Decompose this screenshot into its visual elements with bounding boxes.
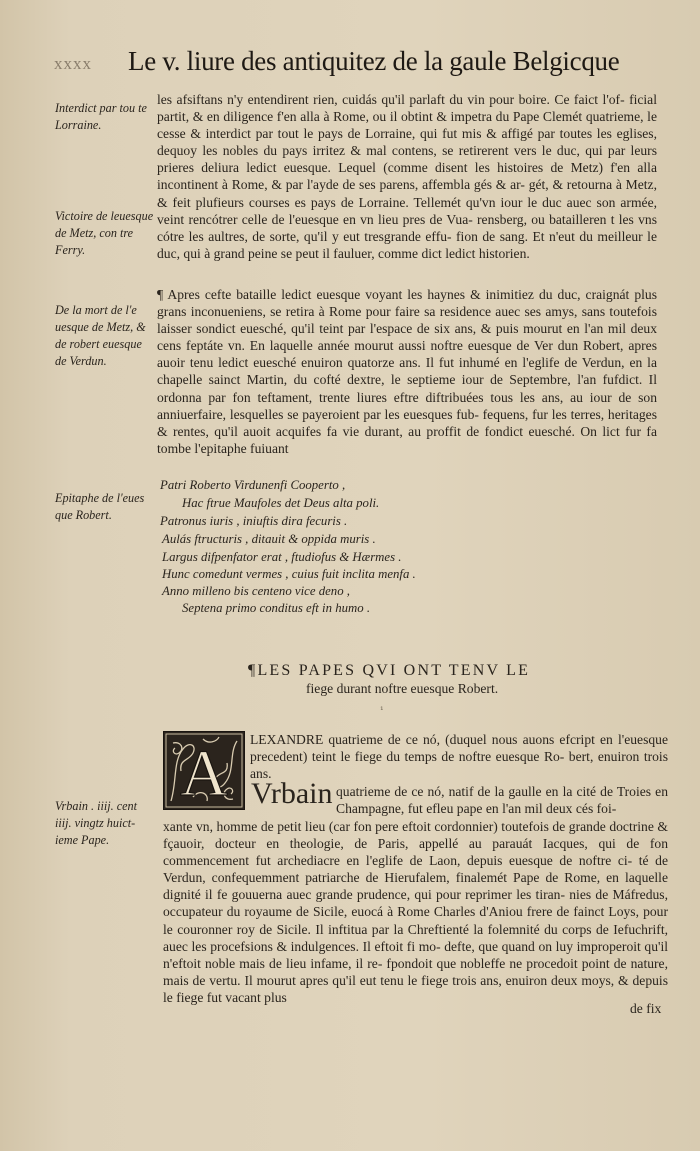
section-title: ¶LES PAPES QVI ONT TENV LE bbox=[248, 662, 531, 679]
running-title: Le v. liure des antiquitez de la gaule Belgicque bbox=[128, 46, 620, 76]
margin-note-mort: De la mort de l'e uesque de Metz, & de robert euesque de Verdun. bbox=[55, 303, 146, 368]
dropcap-letter: A bbox=[180, 737, 228, 810]
epitaph-line: Septena primo conditus eft in humo . bbox=[182, 601, 371, 615]
margin-note-vrbain: Vrbain . iiij. cent iiij. vingtz huict- ieme Pape. bbox=[55, 799, 138, 847]
folio-number: xxxx bbox=[54, 54, 92, 73]
paragraph-urbain-first: quatrieme de ce nó, natif de la gaulle en la cité de Troies en Champagne, fut efleu pape en l'an mil deux cés foi- bbox=[336, 784, 668, 817]
epitaph-line: Aulás ftructuris , ditauit & oppida muris . bbox=[162, 532, 376, 546]
margin-note-interdict: Interdict par tou te Lorraine. bbox=[55, 101, 147, 132]
epitaph-line: Hac ftrue Maufoles det Deus alta poli. bbox=[182, 496, 380, 510]
margin-note-victoire: Victoire de leuesque de Metz, con tre Ferry. bbox=[55, 209, 154, 257]
epitaph-line: Largus difpenfator erat , ftudiofus & Hærmes . bbox=[162, 550, 402, 564]
page-header bbox=[40, 44, 640, 84]
epitaph-line: Anno milleno bis centeno vice deno , bbox=[162, 584, 350, 598]
epitaph-line: Patronus iuris , iniuftis dira fecuris . bbox=[160, 514, 348, 528]
epitaph-line: Patri Roberto Virdunenfi Cooperto , bbox=[160, 478, 346, 492]
printer-mark: ¹ bbox=[380, 706, 384, 716]
decorated-initial-icon bbox=[163, 731, 245, 810]
urbain-name: Vrbain bbox=[251, 777, 333, 810]
section-subtitle: fiege durant noftre euesque Robert. bbox=[306, 681, 499, 696]
margin-note-epitaphe: Epitaphe de l'eues que Robert. bbox=[55, 491, 145, 522]
paragraph-urbain-rest: xante vn, homme de petit lieu (car fon pere eftoit cordonnier) toutefois de grande doctrine & fçauoir, docteur en theologie, de Paris, appellé au parauát Iacques, qui de fon commencement fut archediacre en l'eglife de Laon, depuis euesque de noftre ci- té de Verdun, confequemment patriarche de Hierufalem, finalemét Pape de Rome, en laquelle dignité il fe gouuerna auec grande prudence, qui pour reprimer les tiran- nies de Máfredus, occupateur du royaume de Sicile, euocá à Rome Charles d'Aniou frere de fainct Loys, pour le couronner roy de Sicile. Il inftitua par la Chreftienté la folemnité du corps de Iefuchrift, auec les procefsions & indulgences. Il eftoit fi mo- defte, que quand on luy improperoit qu'il n'eftoit noble mais de lieu infame, il re- fpondoit que nobleffe ne procedoit point de nature, mais de vertu. Il mourut apres qu'il eut tenu le fiege trois ans, enuiron deux moys, & depuis le fiege fut vacant plus bbox=[163, 819, 668, 1005]
paragraph-official: les afsiftans n'y entendirent rien, cuidás qu'il parlaft du vin pour boire. Ce faict l'of- ficial partit, & en diligence f'en alla à Rome, ou il obtint & impetra du Pape Clemét quatrieme, le cesse & interdict par tout le pays de Lorraine, qui fut mis & affigé par toutes les eglises, dequoy les nobles du pays irritez & mal contens, se retirerent vers le duc, qui par leurs prieres deliura ledict euesque. Lequel (comme disent les histoires de Metz) f'en alla incontinent à Rome, & par l'ayde de ses parens, affembla gés & ar- gét, & retourna à Metz, & feit plufieurs courses es pays de Lorraine. Tellemét qu'vn iour le duc auec son armée, veint rencótrer celle de l'euesque en vn lieu pres de Vua- rensberg, ou batailleren t les vns cótre les aultres, de sorte, qu'il y eut tresgrande effu- fion de sang. Et n'eut du meilleur le duc, qui à grand peine se peut il fauluer, comme dict ledict historien. bbox=[157, 92, 657, 261]
epitaph-line: Hunc comedunt vermes , cuius fuit inclita menfa . bbox=[162, 567, 416, 581]
paragraph-apres: ¶ Apres cefte bataille ledict euesque voyant les haynes & inimitiez du duc, craignát plus grans inconueniens, se retira à Rome pour faire sa residence auec ses amys, sans toutefois laisser sondict euesché, qu'il teint par l'espace de six ans, & puis mourut en l'an mil deux cens feptáte vn. En laquelle année mourut aussi noftre euesque de Ver dun Robert, apres auoir tenu ledict euesché enuiron quatorze ans. Il fut inhumé en l'eglife de Verdun, en la chapelle sainct Martin, du cofté dextre, le septieme iour de Septembre, l'an fufdict. Il ordonna par fon teftament, trente liures eftre diftribuées tous les ans, au iour de son anniuerfaire, lesquelles se payeroient par les euesques fub- fequens, fur les terres, heritages & rentes, qu'il auoit acquifes fa vie durant, au proffit de fondict euesché. On lict fur fa tombe l'epitaphe fuiuant bbox=[157, 287, 657, 456]
paragraph-alexandre: LEXANDRE quatrieme de ce nó, (duquel nous auons efcript en l'euesque precedent) teint le fiege du temps de noftre euesque Ro- bert, enuiron trois ans. bbox=[250, 732, 668, 782]
catchword: de fix bbox=[630, 1001, 662, 1016]
